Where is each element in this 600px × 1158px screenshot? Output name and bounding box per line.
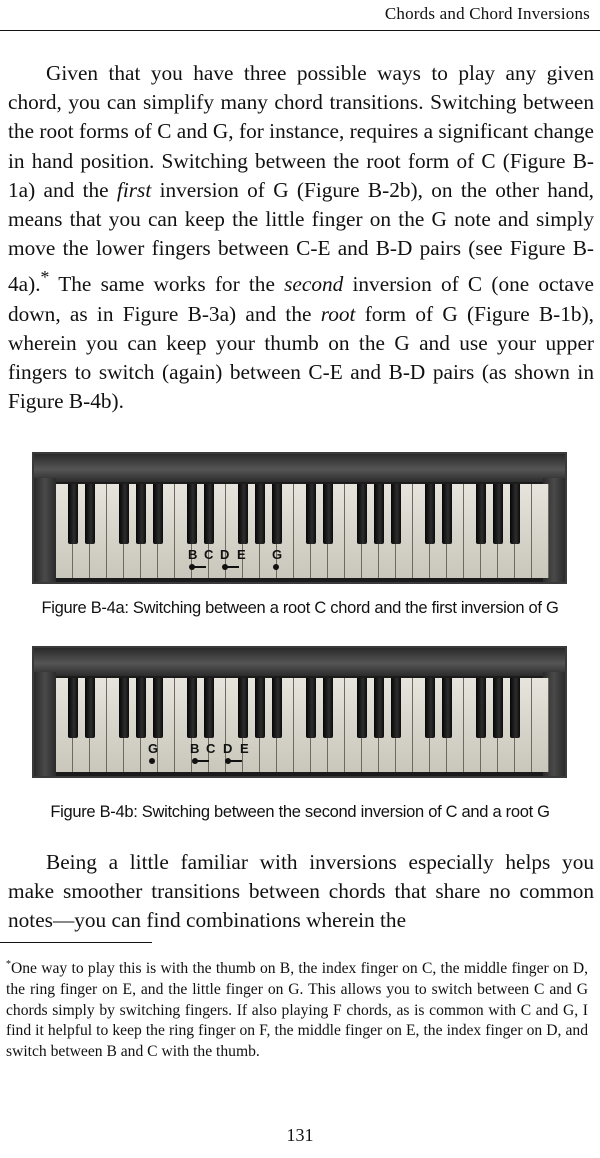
black-key	[306, 484, 316, 544]
black-key	[510, 678, 520, 738]
black-key	[476, 484, 486, 544]
black-key	[510, 484, 520, 544]
page-number: 131	[286, 1125, 314, 1145]
black-key	[204, 678, 214, 738]
black-key	[425, 678, 435, 738]
note-label: E	[240, 741, 249, 756]
black-key	[187, 484, 197, 544]
finger-dot	[149, 758, 155, 764]
keyboard-frame-top	[34, 648, 565, 676]
keyboard-photo-figure-b-4b	[32, 646, 567, 778]
black-key	[272, 484, 282, 544]
note-label: C	[206, 741, 216, 756]
finger-arrow	[228, 760, 242, 762]
black-key	[136, 678, 146, 738]
black-key	[238, 678, 248, 738]
black-key	[187, 678, 197, 738]
body-paragraph-2	[8, 848, 594, 936]
finger-dot	[273, 564, 279, 570]
keyboard-frame-left	[34, 478, 56, 582]
note-label: G	[272, 547, 283, 562]
black-key	[374, 678, 384, 738]
paragraph-text: inversion of G (Figure B-2b), on the other hand, means that you can keep the little finger on the G note and simply move the lower fingers between C-E and B-D pairs (see Figure B-4a).	[8, 177, 594, 297]
black-key	[272, 678, 282, 738]
black-key	[442, 678, 452, 738]
black-key	[323, 678, 333, 738]
paragraph-text: Being a little familiar with inversions especially helps you make smoother transitions between chords that share no common notes—you can find combinations wherein the	[8, 850, 594, 933]
black-key	[391, 484, 401, 544]
black-key	[323, 484, 333, 544]
black-key	[119, 484, 129, 544]
black-key	[476, 678, 486, 738]
black-key	[136, 484, 146, 544]
emphasis-second: second	[284, 272, 344, 297]
white-key	[532, 484, 549, 578]
black-key	[357, 678, 367, 738]
note-label: C	[204, 547, 214, 562]
black-key	[357, 484, 367, 544]
body-paragraph-1	[8, 59, 594, 417]
finger-arrow	[192, 566, 206, 568]
black-key	[153, 484, 163, 544]
keyboard-keys	[56, 678, 543, 772]
black-key	[119, 678, 129, 738]
running-head: Chords and Chord Inversions	[384, 4, 590, 23]
finger-arrow	[225, 566, 239, 568]
footnote-marker: *	[6, 959, 11, 970]
black-key	[425, 484, 435, 544]
note-label: B	[190, 741, 200, 756]
black-key	[391, 678, 401, 738]
keyboard-keys	[56, 484, 543, 578]
footnote-rule	[0, 942, 152, 943]
black-key	[255, 678, 265, 738]
note-label: B	[188, 547, 198, 562]
paragraph-text: The same works for the	[49, 272, 285, 297]
finger-arrow	[195, 760, 209, 762]
emphasis-root: root	[320, 301, 356, 326]
black-key	[374, 484, 384, 544]
black-key	[255, 484, 265, 544]
figure-caption-b-4b: Figure B-4b: Switching between the second inversion of C and a root G	[50, 803, 550, 821]
keyboard-frame-top	[34, 454, 565, 482]
note-label: D	[223, 741, 233, 756]
note-label: E	[237, 547, 246, 562]
footnote-marker: *	[40, 267, 50, 288]
black-key	[238, 484, 248, 544]
black-key	[306, 678, 316, 738]
paragraph-text: form of G (Figure B-1b), wherein you can keep your thumb on the G and use your upper fingers to switch (again) between C-E and B-D pairs (as shown in Figure B-4b).	[8, 301, 594, 414]
figure-caption-b-4a: Figure B-4a: Switching between a root C chord and the first inversion of G	[41, 599, 559, 617]
emphasis-first: first	[116, 177, 152, 202]
black-key	[85, 678, 95, 738]
paragraph-text: inversion of C (one octave down, as in Figure B-3a) and the	[8, 272, 594, 326]
keyboard-frame-left	[34, 672, 56, 776]
keyboard-photo-figure-b-4a	[32, 452, 567, 584]
paragraph-text: Given that you have three possible ways to play any given chord, you can simplify many chord transitions. Switching between the root forms of C and G, for instance, requires a significant change in hand position. Switching between the root form of C (Figure B-1a) and the	[8, 61, 594, 202]
black-key	[442, 484, 452, 544]
note-label: G	[148, 741, 159, 756]
black-key	[493, 484, 503, 544]
black-key	[153, 678, 163, 738]
footnote	[6, 955, 588, 1063]
black-key	[85, 484, 95, 544]
white-key	[532, 678, 549, 772]
black-key	[204, 484, 214, 544]
header-rule	[0, 30, 600, 31]
black-key	[68, 484, 78, 544]
black-key	[68, 678, 78, 738]
note-label: D	[220, 547, 230, 562]
black-key	[493, 678, 503, 738]
footnote-text: One way to play this is with the thumb on B, the index finger on C, the middle finger on D, the ring finger on E, and the little finger on G. This allows you to switch between C and G chords simply by switching fingers. If also playing F chords, as is common with C and G, I find it helpful to keep the ring finger on F, the middle finger on E, the index finger on D, and switch between B and C with the thumb.	[6, 960, 588, 1061]
